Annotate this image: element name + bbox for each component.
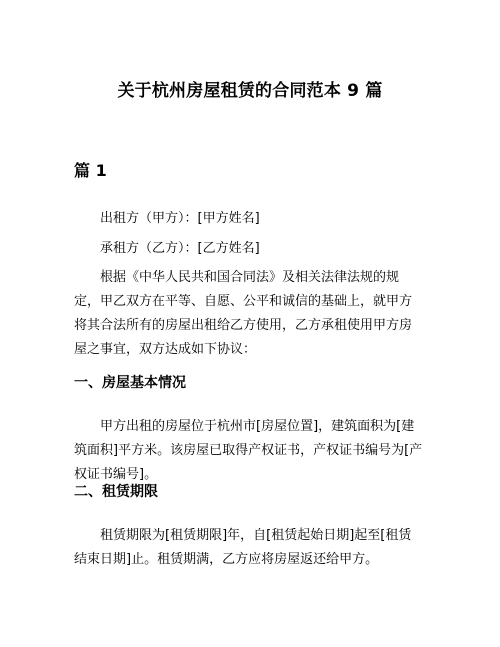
section-body-property-info: 甲方出租的房屋位于杭州市[房屋位置]，建筑面积为[建筑面积]平方米。该房屋已取得产权证书，产权证书编号为[产权证书编号]。 [74, 419, 423, 482]
intro-paragraph: 根据《中华人民共和国合同法》及相关法律法规的规定，甲乙双方在平等、自愿、公平和诚信的基础上，就甲方将其合法所有的房屋出租给乙方使用，乙方承租使用甲方房屋之事宜，双方达成如下协议： [74, 270, 413, 357]
lessee-line: 承租方（乙方）：[乙方姓名] [100, 241, 260, 256]
document-title: 关于杭州房屋租赁的合同范本 9 篇 [117, 81, 383, 101]
section-heading-lease-term: 二、租赁期限 [74, 484, 158, 500]
section-body-lease-term: 租赁期限为[租赁期限]年，自[租赁起始日期]起至[租赁结束日期]止。租赁期满，乙方应将房屋返还给甲方。 [74, 528, 412, 567]
part-heading: 篇 1 [74, 161, 107, 180]
section-heading-property-info: 一、房屋基本情况 [74, 375, 186, 391]
lessor-line: 出租方（甲方）：[甲方姓名] [100, 211, 260, 226]
